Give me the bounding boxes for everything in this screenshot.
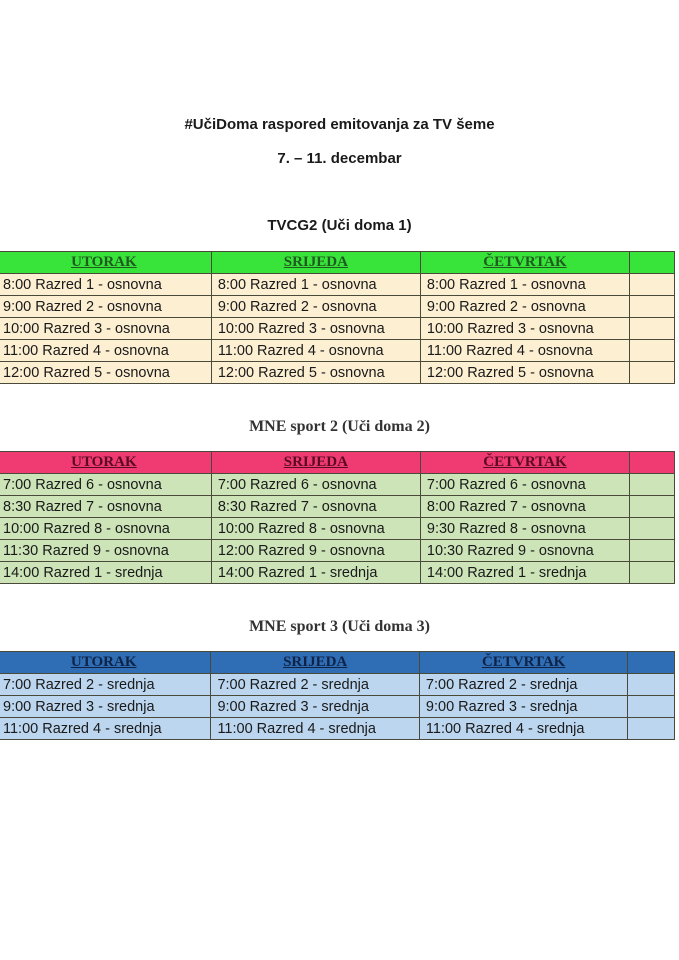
table-cell: 7:00 Razred 2 - srednja xyxy=(0,674,211,696)
section-title-mne-sport-3: MNE sport 3 (Uči doma 3) xyxy=(249,618,430,635)
table-cell xyxy=(629,362,674,384)
table-cell: 8:00 Razred 1 - osnovna xyxy=(0,274,211,296)
section-title-tvcg2: TVCG2 (Uči doma 1) xyxy=(267,217,412,234)
table-cell: 9:00 Razred 2 - osnovna xyxy=(420,296,629,318)
column-header-srijeda: SRIJEDA xyxy=(211,452,420,474)
table-cell xyxy=(628,674,675,696)
table-header-row xyxy=(0,652,675,674)
column-header-cutoff xyxy=(629,452,674,474)
column-header-utorak: UTORAK xyxy=(0,452,211,474)
table-row xyxy=(0,340,675,362)
table-cell: 9:00 Razred 3 - srednja xyxy=(0,696,211,718)
table-row xyxy=(0,496,675,518)
table-header-row xyxy=(0,452,675,474)
table-cell: 9:30 Razred 8 - osnovna xyxy=(420,518,629,540)
table-row xyxy=(0,540,675,562)
table-cell xyxy=(628,696,675,718)
table-row xyxy=(0,474,675,496)
column-header-utorak: UTORAK xyxy=(0,252,211,274)
column-header-srijeda: SRIJEDA xyxy=(211,652,419,674)
table-row xyxy=(0,674,675,696)
column-header-cetvrtak: ČETVRTAK xyxy=(420,252,629,274)
table-cell: 12:00 Razred 5 - osnovna xyxy=(420,362,629,384)
column-header-cetvrtak: ČETVRTAK xyxy=(420,452,629,474)
table-row xyxy=(0,362,675,384)
table-row xyxy=(0,696,675,718)
table-cell xyxy=(629,474,674,496)
table-row xyxy=(0,718,675,740)
table-row xyxy=(0,274,675,296)
table-cell: 7:00 Razred 6 - osnovna xyxy=(420,474,629,496)
table-cell: 12:00 Razred 5 - osnovna xyxy=(0,362,211,384)
table-cell: 7:00 Razred 6 - osnovna xyxy=(211,474,420,496)
table-cell: 10:00 Razred 3 - osnovna xyxy=(211,318,420,340)
table-cell: 9:00 Razred 3 - srednja xyxy=(419,696,627,718)
table-cell xyxy=(629,318,674,340)
column-header-cetvrtak: ČETVRTAK xyxy=(419,652,627,674)
table-cell xyxy=(629,340,674,362)
table-cell: 8:30 Razred 7 - osnovna xyxy=(0,496,211,518)
document-title: #UčiDoma raspored emitovanja za TV šeme xyxy=(184,116,495,133)
table-row xyxy=(0,318,675,340)
section-title-mne-sport-2: MNE sport 2 (Uči doma 2) xyxy=(249,418,430,435)
table-cell: 14:00 Razred 1 - srednja xyxy=(420,562,629,584)
table-cell: 11:00 Razred 4 - osnovna xyxy=(0,340,211,362)
table-cell: 9:00 Razred 3 - srednja xyxy=(211,696,419,718)
table-cell: 10:30 Razred 9 - osnovna xyxy=(420,540,629,562)
schedule-table-tvcg2 xyxy=(0,251,675,384)
schedule-table-mne-sport-3 xyxy=(0,651,675,740)
table-cell: 11:00 Razred 4 - srednja xyxy=(0,718,211,740)
table-cell: 12:00 Razred 5 - osnovna xyxy=(211,362,420,384)
table-cell xyxy=(629,496,674,518)
table-cell: 11:00 Razred 4 - srednja xyxy=(211,718,419,740)
table-cell: 11:00 Razred 4 - osnovna xyxy=(211,340,420,362)
column-header-cutoff xyxy=(629,252,674,274)
table-cell xyxy=(629,518,674,540)
table-cell: 11:30 Razred 9 - osnovna xyxy=(0,540,211,562)
table-cell: 7:00 Razred 2 - srednja xyxy=(419,674,627,696)
column-header-utorak: UTORAK xyxy=(0,652,211,674)
table-cell: 9:00 Razred 2 - osnovna xyxy=(211,296,420,318)
table-cell: 8:30 Razred 7 - osnovna xyxy=(211,496,420,518)
table-cell xyxy=(629,274,674,296)
table-cell: 7:00 Razred 2 - srednja xyxy=(211,674,419,696)
table-cell: 14:00 Razred 1 - srednja xyxy=(211,562,420,584)
table-cell: 9:00 Razred 2 - osnovna xyxy=(0,296,211,318)
table-cell: 10:00 Razred 8 - osnovna xyxy=(0,518,211,540)
table-cell xyxy=(629,540,674,562)
table-cell: 8:00 Razred 1 - osnovna xyxy=(420,274,629,296)
column-header-cutoff xyxy=(628,652,675,674)
table-row xyxy=(0,562,675,584)
table-cell: 10:00 Razred 3 - osnovna xyxy=(0,318,211,340)
table-cell xyxy=(628,718,675,740)
table-cell: 10:00 Razred 8 - osnovna xyxy=(211,518,420,540)
table-cell: 8:00 Razred 1 - osnovna xyxy=(211,274,420,296)
table-row xyxy=(0,296,675,318)
table-row xyxy=(0,518,675,540)
table-cell: 11:00 Razred 4 - osnovna xyxy=(420,340,629,362)
table-cell: 7:00 Razred 6 - osnovna xyxy=(0,474,211,496)
table-cell: 14:00 Razred 1 - srednja xyxy=(0,562,211,584)
table-cell: 10:00 Razred 3 - osnovna xyxy=(420,318,629,340)
column-header-srijeda: SRIJEDA xyxy=(211,252,420,274)
schedule-table-mne-sport-2 xyxy=(0,451,675,584)
table-cell: 8:00 Razred 7 - osnovna xyxy=(420,496,629,518)
table-header-row xyxy=(0,252,675,274)
table-cell xyxy=(629,296,674,318)
table-cell: 12:00 Razred 9 - osnovna xyxy=(211,540,420,562)
table-cell: 11:00 Razred 4 - srednja xyxy=(419,718,627,740)
table-cell xyxy=(629,562,674,584)
date-range: 7. – 11. decembar xyxy=(277,150,402,167)
